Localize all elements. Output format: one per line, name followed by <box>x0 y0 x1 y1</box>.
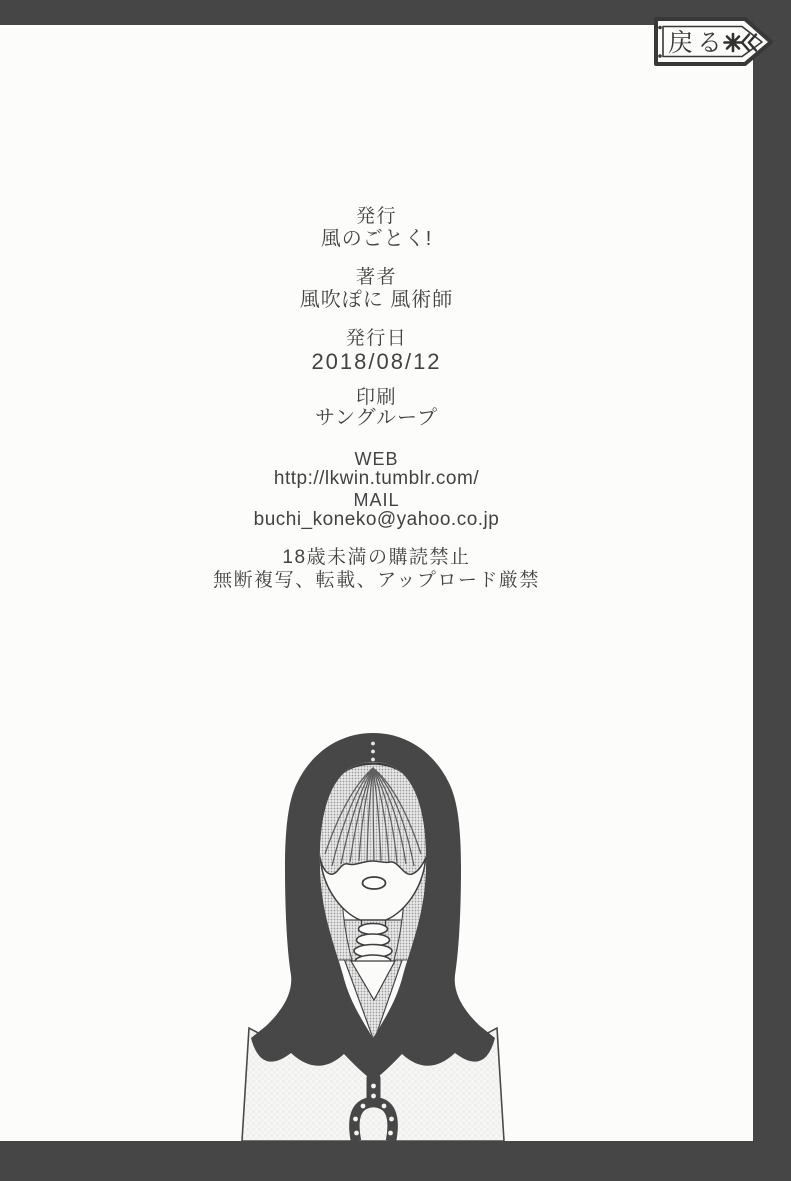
age-notice: 18歳未満の購読禁止 <box>282 547 471 568</box>
author-label: 著者 <box>355 267 397 288</box>
web-url: http://lkwin.tumblr.com/ <box>273 468 480 489</box>
page-frame-right <box>753 0 791 1181</box>
web-label: WEB <box>354 449 399 469</box>
date-label: 発行日 <box>345 328 408 349</box>
screw-dot-bottom <box>658 54 662 58</box>
page-frame-bottom <box>0 1141 791 1181</box>
back-button[interactable] <box>643 12 791 70</box>
copyright-notice: 無断複写、転載、アップロード厳禁 <box>213 570 540 591</box>
mail-label: MAIL <box>353 490 400 510</box>
publisher-label: 発行 <box>355 206 397 227</box>
sparkle-icon <box>725 34 742 51</box>
hood-dots <box>371 742 375 762</box>
screw-dot-top <box>658 26 662 30</box>
mail-address: buchi_koneko@yahoo.co.jp <box>253 509 500 530</box>
hooded-girl-illustration <box>180 715 620 1145</box>
printer-label: 印刷 <box>355 387 397 408</box>
back-button-label: 戻る <box>668 28 727 57</box>
printer-name: サングループ <box>315 407 438 429</box>
publisher-name: 風のごとく! <box>320 228 433 250</box>
mouth <box>363 877 386 889</box>
publication-date: 2018/08/12 <box>311 349 442 374</box>
author-name: 風吹ぽに 風術師 <box>299 289 454 311</box>
